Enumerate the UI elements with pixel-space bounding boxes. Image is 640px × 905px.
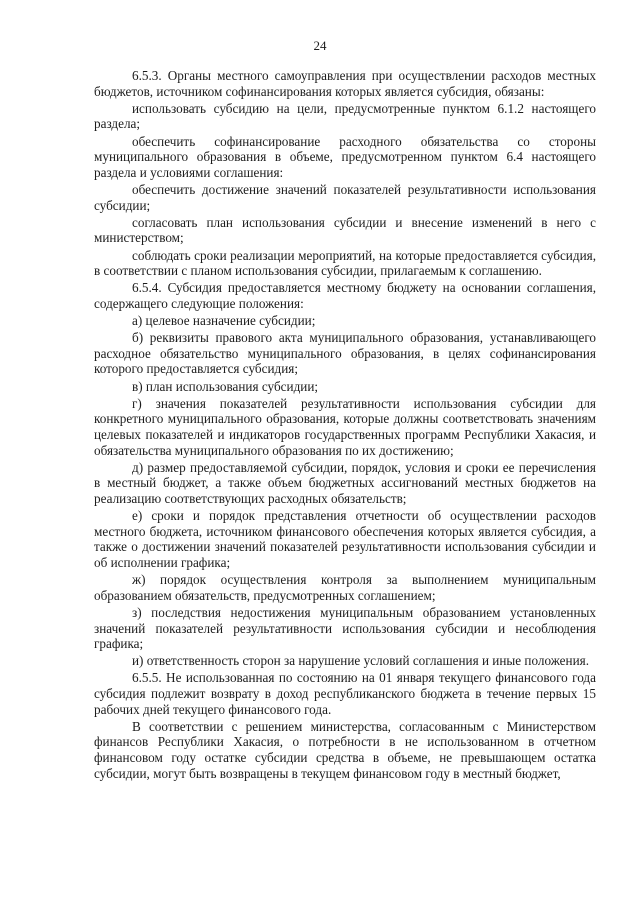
paragraph-agree-plan: согласовать план использования субсидии и внесение изменений в него с министерством; — [94, 214, 596, 246]
list-item-v: в) план использования субсидии; — [132, 378, 319, 394]
list-item-i: и) ответственность сторон за нарушение условий соглашения и иные положения. — [132, 653, 590, 669]
list-item-g: г) значения показателей результативности использования субсидии для конкретного муниципального образования, которые должны соответствовать значениям целевых показателей и индикаторов государственных программ Республики Хакасия, и обязательства муниципального образования по их достижению; — [94, 395, 596, 458]
list-item-a: а) целевое назначение субсидии; — [132, 313, 316, 329]
list-item-d: д) размер предоставляемой субсидии, порядок, условия и сроки ее перечисления в местный бюджет, а также объем бюджетных ассигнований местных бюджетов на реализацию соответствующих расходных обязательств; — [94, 459, 596, 506]
paragraph-6-5-3: 6.5.3. Органы местного самоуправления при осуществлении расходов местных бюджетов, источником софинансирования которых является субсидия, обязаны: — [94, 68, 596, 99]
paragraph-6-5-4: 6.5.4. Субсидия предоставляется местному бюджету на основании соглашения, содержащего следующие положения: — [94, 280, 596, 311]
list-item-zh: ж) порядок осуществления контроля за выполнением муниципальным образованием обязательств, предусмотренных соглашением; — [94, 572, 596, 603]
paragraph-achieve-indicators: обеспечить достижение значений показателей результативности использования субсидии; — [94, 181, 596, 213]
paragraph-cofinancing: обеспечить софинансирование расходного обязательства со стороны муниципального образования в объеме, предусмотренном пунктом 6.4 настоящего раздела и условиями соглашения: — [94, 133, 596, 180]
paragraph-6-5-5: 6.5.5. Не использованная по состоянию на 01 января текущего финансового года субсидия подлежит возврату в доход республиканского бюджета в течение первых 15 рабочих дней текущего финансового года. — [94, 670, 596, 717]
paragraph-use-subsidy: использовать субсидию на цели, предусмотренные пунктом 6.1.2 настоящего раздела; — [94, 100, 596, 132]
paragraph-ministry-decision: В соответствии с решением министерства, согласованным с Министерством финансов Республики Хакасия, о потребности в не использованном в отчетном финансовом году остатке субсидии средства в объеме, не превышающем остатка субсидии, могут быть возвращены в текущем финансовом году в местный бюджет, — [94, 718, 596, 781]
page-number: 24 — [313, 38, 327, 53]
list-item-b: б) реквизиты правового акта муниципального образования, устанавливающего расходное обязательство муниципального образования, в целях софинансирования которого предоставляется субсидия; — [94, 330, 596, 377]
document-body — [94, 68, 596, 781]
list-item-z: з) последствия недостижения муниципальным образованием установленных значений показателей результативности использования субсидии и несоблюдения графика; — [94, 604, 596, 652]
list-item-e: е) сроки и порядок представления отчетности об осуществлении расходов местного бюджета, источником финансового обеспечения которых является субсидия, а также о достижении значений показателей результативности использования субсидии и об исполнении графика; — [94, 508, 596, 570]
paragraph-observe-deadlines: соблюдать сроки реализации мероприятий, на которые предоставляется субсидия, в соответствии с планом использования субсидии, прилагаемым к соглашению. — [94, 247, 596, 279]
